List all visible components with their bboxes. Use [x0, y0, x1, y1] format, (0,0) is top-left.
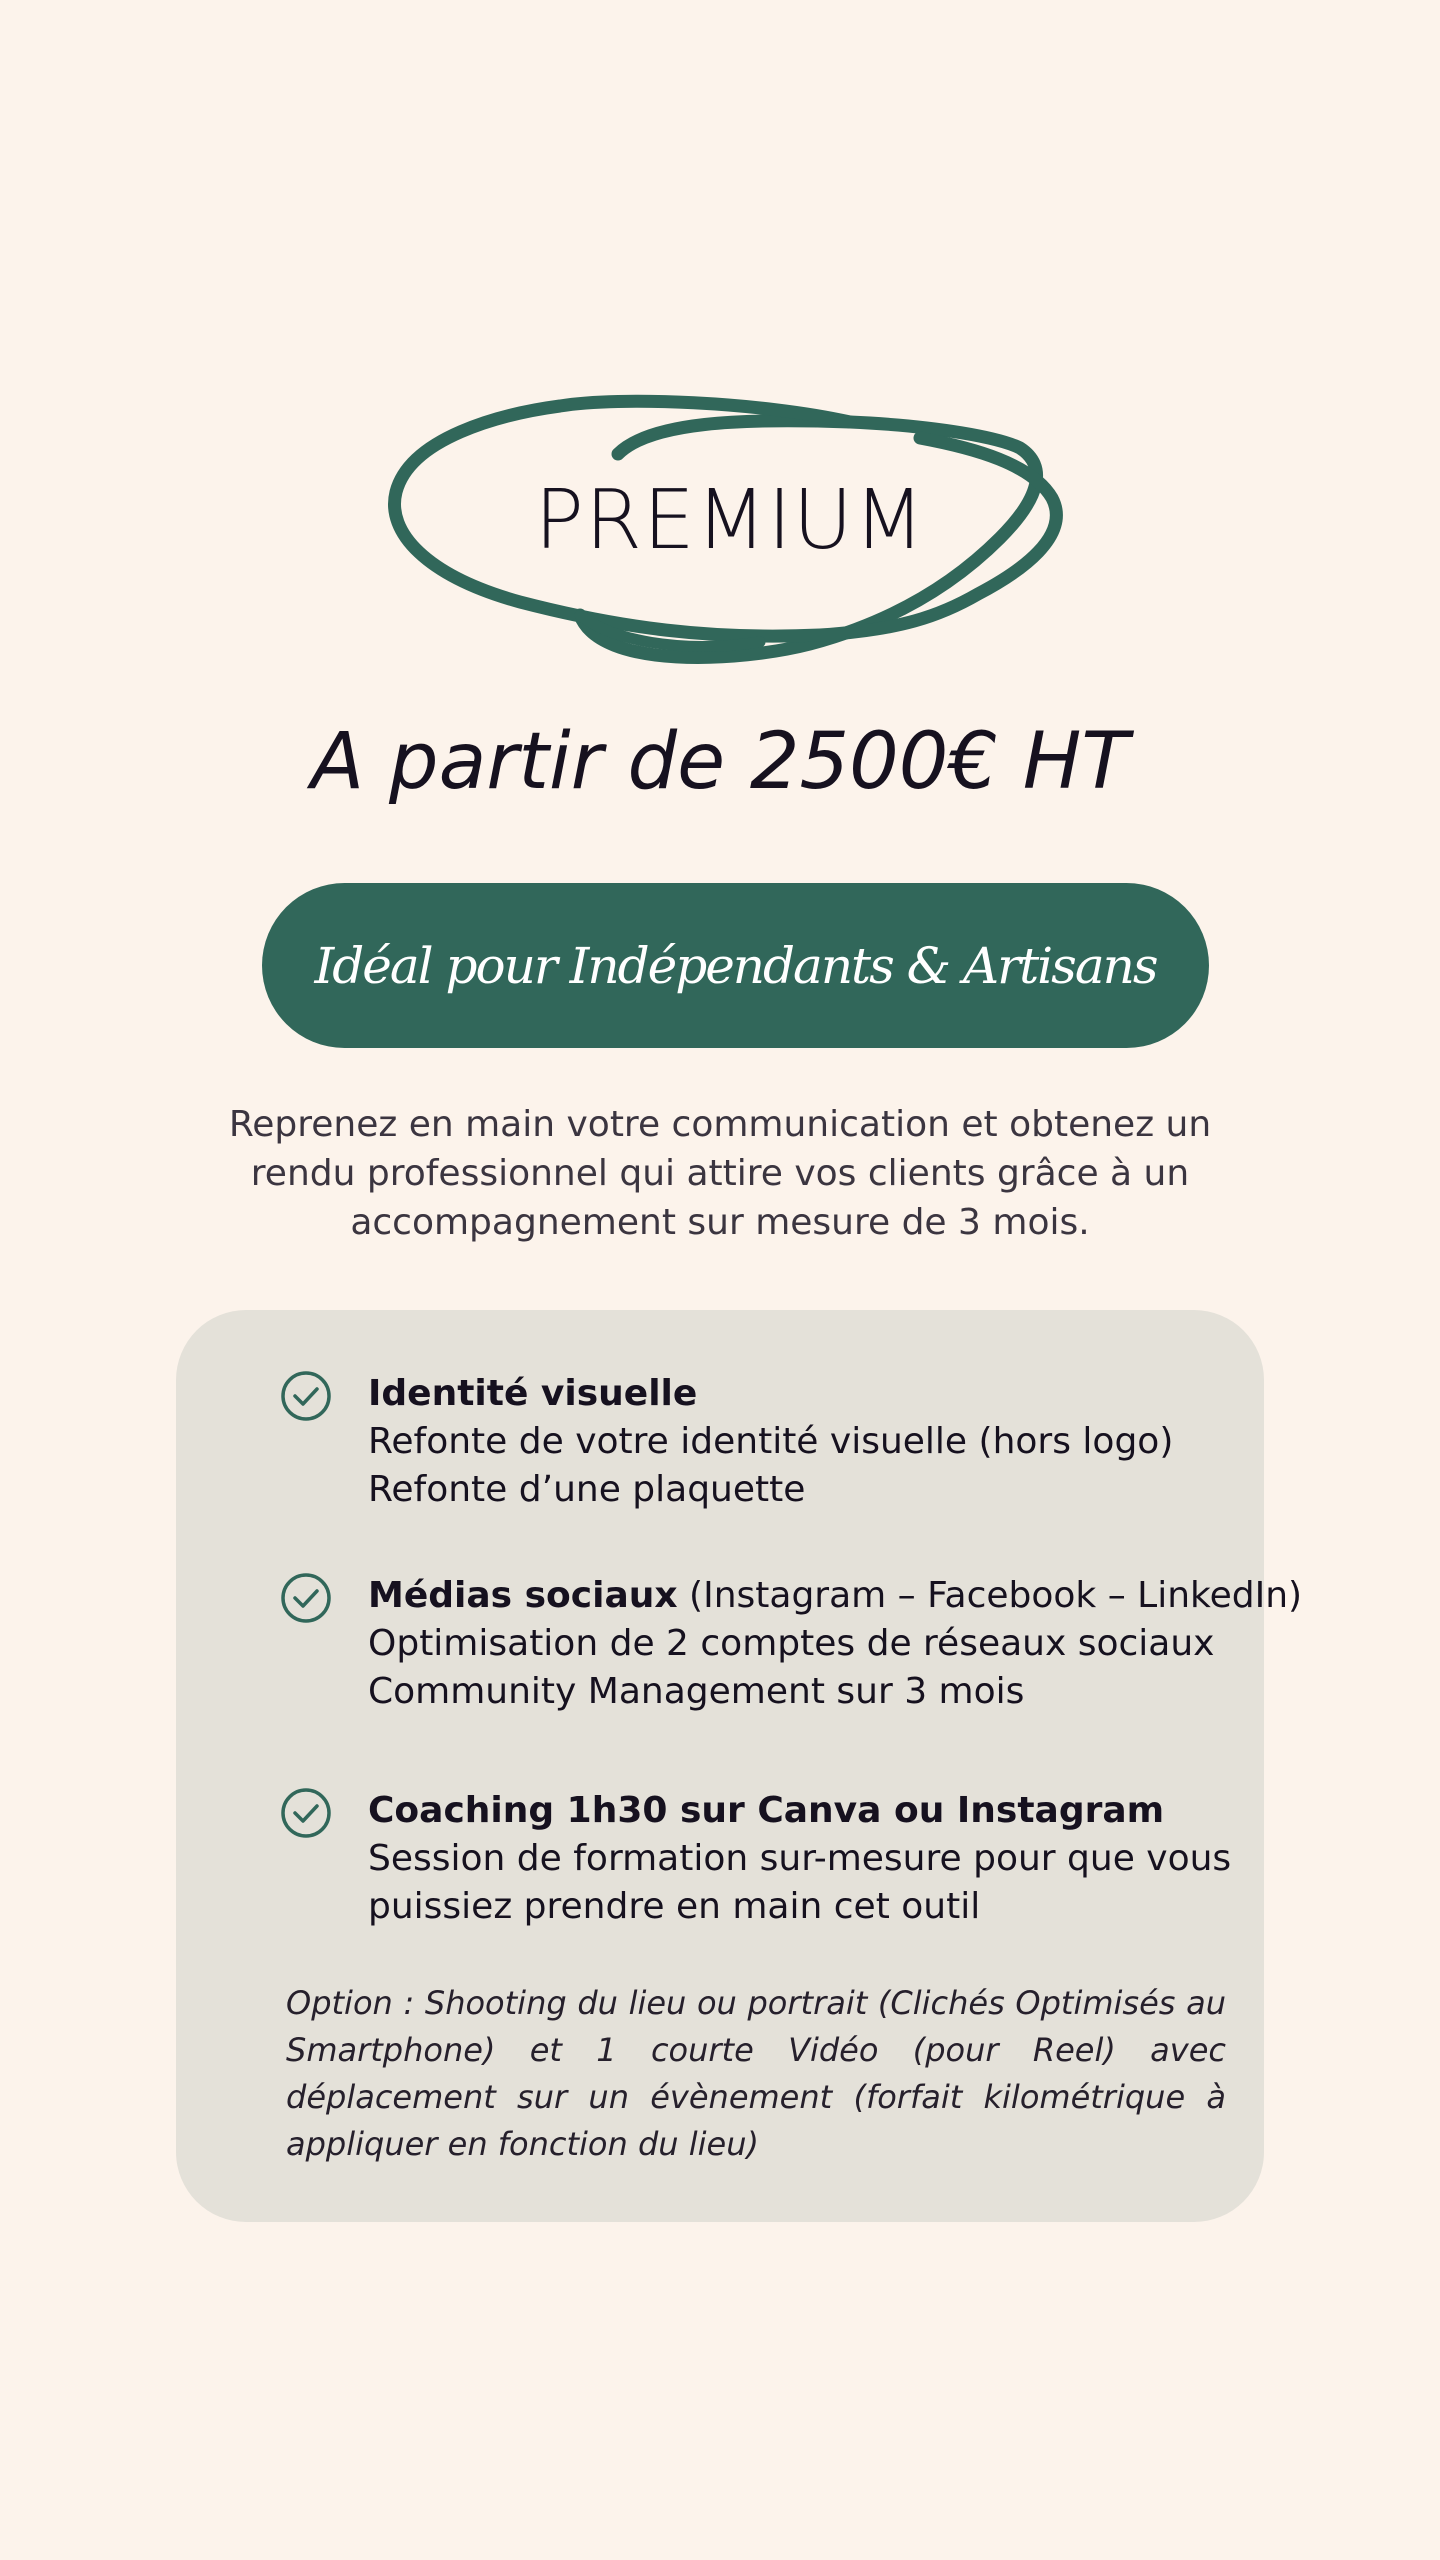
- feature-title: Identité visuelle: [368, 1373, 698, 1414]
- plan-description: Reprenez en main votre communication et obtenez un rendu professionnel qui attire vos clients grâce à un accompagnement sur mesure de 3 mois.: [228, 1104, 1212, 1243]
- audience-badge: [262, 883, 1209, 1048]
- feature-detail: Session de formation sur-mesure pour que vous: [368, 1838, 1232, 1879]
- option-note: Option : Shooting du lieu ou portrait (Clichés Optimisés au Smartphone) et 1 courte Vidéo (pour Reel) avec déplacement sur un évènement (forfait kilométrique à appliquer en fonction du lieu): [286, 1984, 1226, 2163]
- feature-detail: Community Management sur 3 mois: [368, 1671, 1025, 1712]
- check-circle-icon: [280, 1370, 332, 1422]
- feature-title-line: [368, 1787, 1268, 1835]
- feature-title-suffix: (Instagram – Facebook – LinkedIn): [677, 1575, 1303, 1616]
- features-card: [176, 1310, 1303, 2222]
- audience-label: Idéal pour Indépendants & Artisans: [314, 936, 1157, 995]
- check-circle-icon: [280, 1572, 332, 1624]
- plan-name: PREMIUM: [534, 473, 926, 568]
- feature-detail: puissiez prendre en main cet outil: [368, 1886, 981, 1927]
- premium-heading: [380, 380, 1080, 680]
- feature-detail: Optimisation de 2 comptes de réseaux sociaux: [368, 1623, 1215, 1664]
- feature-title-line: [368, 1370, 1268, 1418]
- feature-title: Coaching 1h30 sur Canva ou Instagram: [368, 1790, 1165, 1831]
- feature-text: [368, 1572, 1303, 1716]
- feature-detail: Refonte d’une plaquette: [368, 1469, 806, 1510]
- plan-price: A partir de 2500€ HT: [310, 717, 1130, 807]
- feature-title-line: [368, 1572, 1303, 1620]
- feature-text: [368, 1787, 1268, 1931]
- check-circle-icon: [280, 1787, 332, 1839]
- feature-text: [368, 1370, 1268, 1514]
- feature-detail: Refonte de votre identité visuelle (hors logo): [368, 1421, 1174, 1462]
- feature-title: Médias sociaux: [368, 1575, 678, 1616]
